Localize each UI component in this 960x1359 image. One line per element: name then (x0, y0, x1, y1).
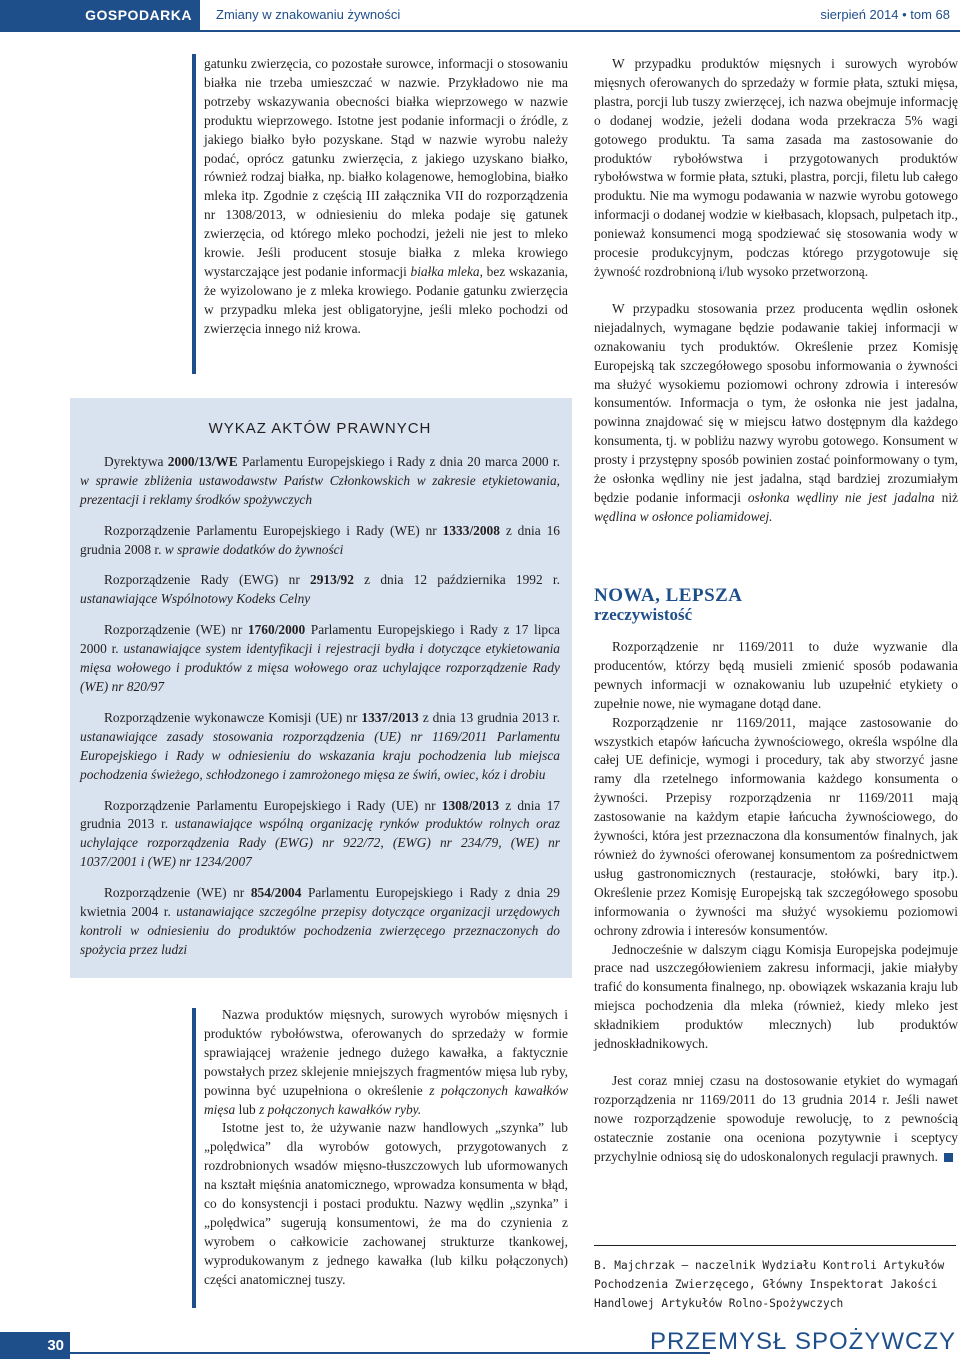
quote-bar-top (192, 54, 196, 374)
issue-info: sierpień 2014 • tom 68 (820, 7, 950, 22)
legal-item-number: 1308/2013 (441, 797, 500, 813)
legal-acts-list (80, 400, 560, 972)
end-mark-icon (944, 1153, 953, 1162)
legal-item-subject: w sprawie dodatków do żywności (164, 541, 344, 557)
page-number: 30 (0, 1332, 70, 1359)
legal-item-date: z dnia 12 października 1992 r. (353, 572, 560, 588)
legal-item (80, 522, 560, 560)
col1-top-part1: gatunku zwierzęcia, co pozostałe surowce, informacji o stosowaniu białka nie trzeba umieszczać w nazwie. Przykładowo nie ma potrzeby wskazywania obecności białka wieprzowego w nazwie produktu wieprzowego. Istotne jest podanie informacji o źródle, z jakiego białko było pozyskane. Stąd w nazwie wyrobu należy podać, oprócz gatunku zwierzęcia, z jakiego uzyskano białko, również rodzaj białka, np. białko kolagenowe, hemoglobina, białko mleka itp. Zgodnie z częścią III załącznika VII do rozporządzenia nr 1308/2013, w odniesieniu do mleka podaje się gatunek zwierzęcia, od którego mleko pochodzi, jeżeli nie jest to mleko krowie. Jeśli producent stosuje białka z mleka krowiego wystarczające jest podanie informacji (204, 56, 568, 279)
quote-bar-bottom (192, 1008, 196, 1308)
footer-rule (70, 1352, 710, 1354)
col1-top-part2: , bez wskazania, że wyizolowano je z mleka krowiego. Podanie gatunku zwierzęcia w przypadku mleka jest obligatoryjne, jeśli mleko pochodzi od zwierzęcia innego niż krowa. (204, 263, 568, 336)
legal-item-number: 854/2004 (250, 885, 302, 901)
legal-item-number: 2913/92 (310, 572, 354, 588)
legal-item-subject: w sprawie zbliżenia ustawodawstw Państw Członkowskich w zakresie etykietowania, prezentacji i reklamy środków spożywczych (80, 472, 560, 507)
legal-item-subject: ustanawiające system identyfikacji i rejestracji bydła i dotyczące etykietowania mięsa wołowego i produktów z mięsa wołowego oraz uchylające rozporządzenie Rady (WE) nr 820/97 (80, 641, 560, 694)
col2-p3: Rozporządzenie nr 1169/2011 to duże wyzwanie dla producentów, którzy będą musieli zmienić sposób podawania pewnych informacji w oznakowaniu lub uzupełnić etykiety o zupełnie nowe, nie wymagane dotąd dane. (594, 639, 958, 711)
col1-bottom-text (204, 1006, 568, 1290)
legal-title: WYKAZ AKTÓW PRAWNYCH (208, 420, 432, 437)
legal-item-subject: ustanawiające wspólną organizację rynków produktów rolnych oraz uchylające rozporządzenia Rady (EWG) nr 922/72, (EWG) nr 234/79, (WE) nr 1037/2001 i (WE) nr 1234/2007 (80, 816, 560, 870)
legal-item-pre: Dyrektywa (104, 453, 168, 469)
legal-item-subject: ustanawiające zasady stosowania rozporządzenia (UE) nr 1169/2011 Parlamentu Europejskiego i Rady w odniesieniu do wskazania kraju pochodzenia lub miejsca pochodzenia świeżego, schłodzonego i zamrożonego mięsa ze świń, owiec, kóz i drobiu (80, 728, 560, 782)
legal-item (80, 571, 560, 609)
legal-item-date: z dnia 16 grudnia 2008 r. (80, 522, 560, 557)
article-topic: Zmiany w znakowaniu żywności (216, 7, 401, 22)
col2-p5: Jednocześnie w dalszym ciągu Komisja Europejska podejmuje prace nad uszczegółowieniem zakresu informacji, jakie miałyby trafić do konsumenta finalnego, np. obowiązek wskazania kraju lub miejsca pochodzenia dla mleka (również, kiedy mleko jest składnikiem produktów mlecznych) lub produktów jednoskładnikowych. (594, 941, 958, 1052)
col2-p2-it: osłonka wędliny nie jest jadalna (747, 489, 935, 505)
col2-p6: Jest coraz mniej czasu na dostosowanie etykiet do wymagań rozporządzenia nr 1169/2011 do 13 grudnia 2014 r. Jeśli nawet nowe rozporządzenie spowoduje rewolucję, to z pewnością ostatecznie zostanie ona oceniona pozytywnie i sceptycy przychylnie odniosą się do udoskonalonych regulacji prawnych. (594, 1072, 958, 1164)
legal-item-pre: Rozporządzenie (WE) nr (104, 885, 251, 901)
col1-top-italic: białka mleka (410, 263, 480, 279)
col1-bottom-p2: Istotne jest to, że używanie nazw handlowych „szynka” lub „polędwica” dla wyrobów gotowych, przygotowanych z rozdrobnionych wsadów mięsno-tłuszczowych lub uformowanych na kształt mięśnia anatomicznego, wprowadza konsumenta w błąd, co do konsystencji i postaci produktu. Nazwy wędlin „szynka” i „polędwica” sugerują konsumentowi, że ma do czynienia z wyrobem o całkowicie zachowanej strukturze tkankowej, wyprodukowanym z jednego kawałka (lub kilku połączonych) części anatomicznej tuszy. (204, 1120, 568, 1287)
legal-item-pre: Rozporządzenie Parlamentu Europejskiego i Rady (UE) nr (104, 797, 442, 813)
legal-item-pre: Rozporządzenie (WE) nr (104, 622, 248, 638)
section-label: GOSPODARKA (0, 0, 200, 30)
legal-item (80, 797, 560, 873)
page-header (0, 0, 960, 32)
legal-item (80, 453, 560, 510)
legal-item (80, 884, 560, 960)
legal-item-number: 1760/2000 (247, 622, 306, 638)
col1-bottom-p1a: Nazwa produktów mięsnych, surowych wyrobów mięsnych i produktów rybołówstwa, oferowanych do sprzedaży w formie sprawiającej wrażenie jednego dużego kawałka, a faktycznie powstałych przez sklejenie mniejszych fragmentów mięsa lub ryby, powinna być uzupełniona o określenie (204, 1007, 568, 1098)
heading-line2: rzeczywistość (594, 605, 693, 624)
legal-item (80, 709, 560, 785)
legal-item-pre: Rozporządzenie Rady (EWG) nr (104, 572, 311, 588)
col2-p2-it2: wędlina w osłonce poliamidowej. (594, 508, 773, 524)
legal-item-subject: ustanawiające szczególne przepisy dotyczące organizacji urzędowych kontroli w odniesieniu do produktów pochodzenia zwierzęcego przeznaczonych do spożycia przez ludzi (80, 904, 560, 957)
legal-item-date: z dnia 13 grudnia 2013 r. (418, 709, 560, 725)
col2-p1: W przypadku produktów mięsnych i surowych wyrobów mięsnych oferowanych do sprzedaży w formie płata, sztuki mięsa, plastra, porcji lub tuszy zwierzęcej, ich nazwa obejmuje informację o dodanej wodzie, jeżeli dodana woda przekracza 5% wagi gotowego produktu. Ta sama zasada ma zastosowanie do produktów rybołówstwa i przygotowanych produktów rybołówstwa w formie płata, sztuki, plastra, porcji, filetu lub całego produktu. Nie ma wymogu podawania w nazwie wyrobu gotowego informacji o dodanej wodzie w kiełbasach, klopsach, pulpetach itp., ponieważ konsumenci mogą spodziewać się stosowania wody w procesie produkcyjnym, podczas którego przygotowuje się żywność rozdrobnioną i/lub wysoko przetworzoną. (594, 56, 958, 279)
legal-item-date: Parlamentu Europejskiego i Rady z dnia 29 kwietnia 2004 r. (80, 885, 560, 920)
author-note: B. Majchrzak – naczelnik Wydziału Kontroli Artykułów Pochodzenia Zwierzęcego, Główny Inspektorat Jakości Handlowej Artykułów Rolno-Spożywczych (594, 1245, 956, 1313)
legal-item-number: 2000/13/WE (167, 453, 238, 469)
col2-p2b: niż (934, 489, 958, 505)
legal-item-pre: Rozporządzenie Parlamentu Europejskiego i Rady (WE) nr (104, 522, 443, 538)
col1-bottom-p1b: lub (235, 1101, 260, 1117)
col2-text-top (594, 55, 958, 527)
legal-item-pre: Rozporządzenie wykonawcze Komisji (UE) nr (104, 709, 362, 725)
legal-item-subject: ustanawiające Wspólnotowy Kodeks Celny (80, 591, 311, 607)
legal-item-date: z dnia 17 grudnia 2013 r. (80, 797, 560, 832)
legal-item-number: 1337/2013 (361, 709, 419, 725)
section-heading (594, 585, 743, 625)
legal-item (80, 621, 560, 697)
col2-text-bottom (594, 638, 958, 1166)
legal-item-number: 1333/2008 (442, 522, 500, 538)
heading-line1: NOWA, LEPSZA (594, 585, 743, 606)
col1-bottom-p1-it: z połączonych kawałków mięsa (204, 1082, 568, 1117)
col1-bottom-p1-it2: z połączonych kawałków ryby. (259, 1101, 422, 1117)
col2-p4: Rozporządzenie nr 1169/2011, mające zastosowanie do wszystkich etapów łańcucha żywnościowego, określa wspólne dla całej UE definicje, wymogi i procedury, tak aby stworzyć jasne ramy dla rzetelnego informowania każdego konsumenta o żywności. Przepisy rozporządzenia nr 1169/2011 mają zastosowanie na każdym etapie łańcucha żywnościowego, do żywności, która jest przeznaczona dla konsumentów finalnych, jak również do żywności oferowanej konsumentom za pośrednictwem usług gastronomicznych (restauracje, stołówki, bary itp.). Określenie przez Komisję Europejską tak szczegółowego sposobu informowania o żywności ma służyć wysokiemu poziomowi ochrony zdrowia i interesów konsumentów. (594, 714, 958, 938)
col1-top-text (204, 55, 568, 339)
legal-item-date: Parlamentu Europejskiego i Rady z 17 lipca 2000 r. (80, 622, 560, 657)
magazine-name: PRZEMYSŁ SPOŻYWCZY (649, 1328, 956, 1355)
col2-p2a: W przypadku stosowania przez producenta wędlin osłonek niejadalnych, wymagane będzie podawanie takiej informacji w oznakowaniu tych produktów. Określenie przez Komisję Europejską tak szczegółowego sposobu informowania o żywności ma służyć wysokiemu poziomowi ochrony zdrowia i interesów konsumentów. Informacja o tym, że osłonka nie jest jadalna, powinna znajdować się w miejscu łatwo dostępnym dla każdego konsumenta, tj. w pobliżu nazwy wyrobu gotowego. Konsument w prosty i przystępny sposób powinien zostać poinformowany o tym, że osłonka wędliny nie jest jadalna, stąd bardziej zrozumiałym będzie podanie informacji (594, 300, 958, 505)
legal-item-date: Parlamentu Europejskiego i Rady z dnia 20 marca 2000 r. (237, 453, 560, 469)
legal-items (80, 453, 560, 960)
